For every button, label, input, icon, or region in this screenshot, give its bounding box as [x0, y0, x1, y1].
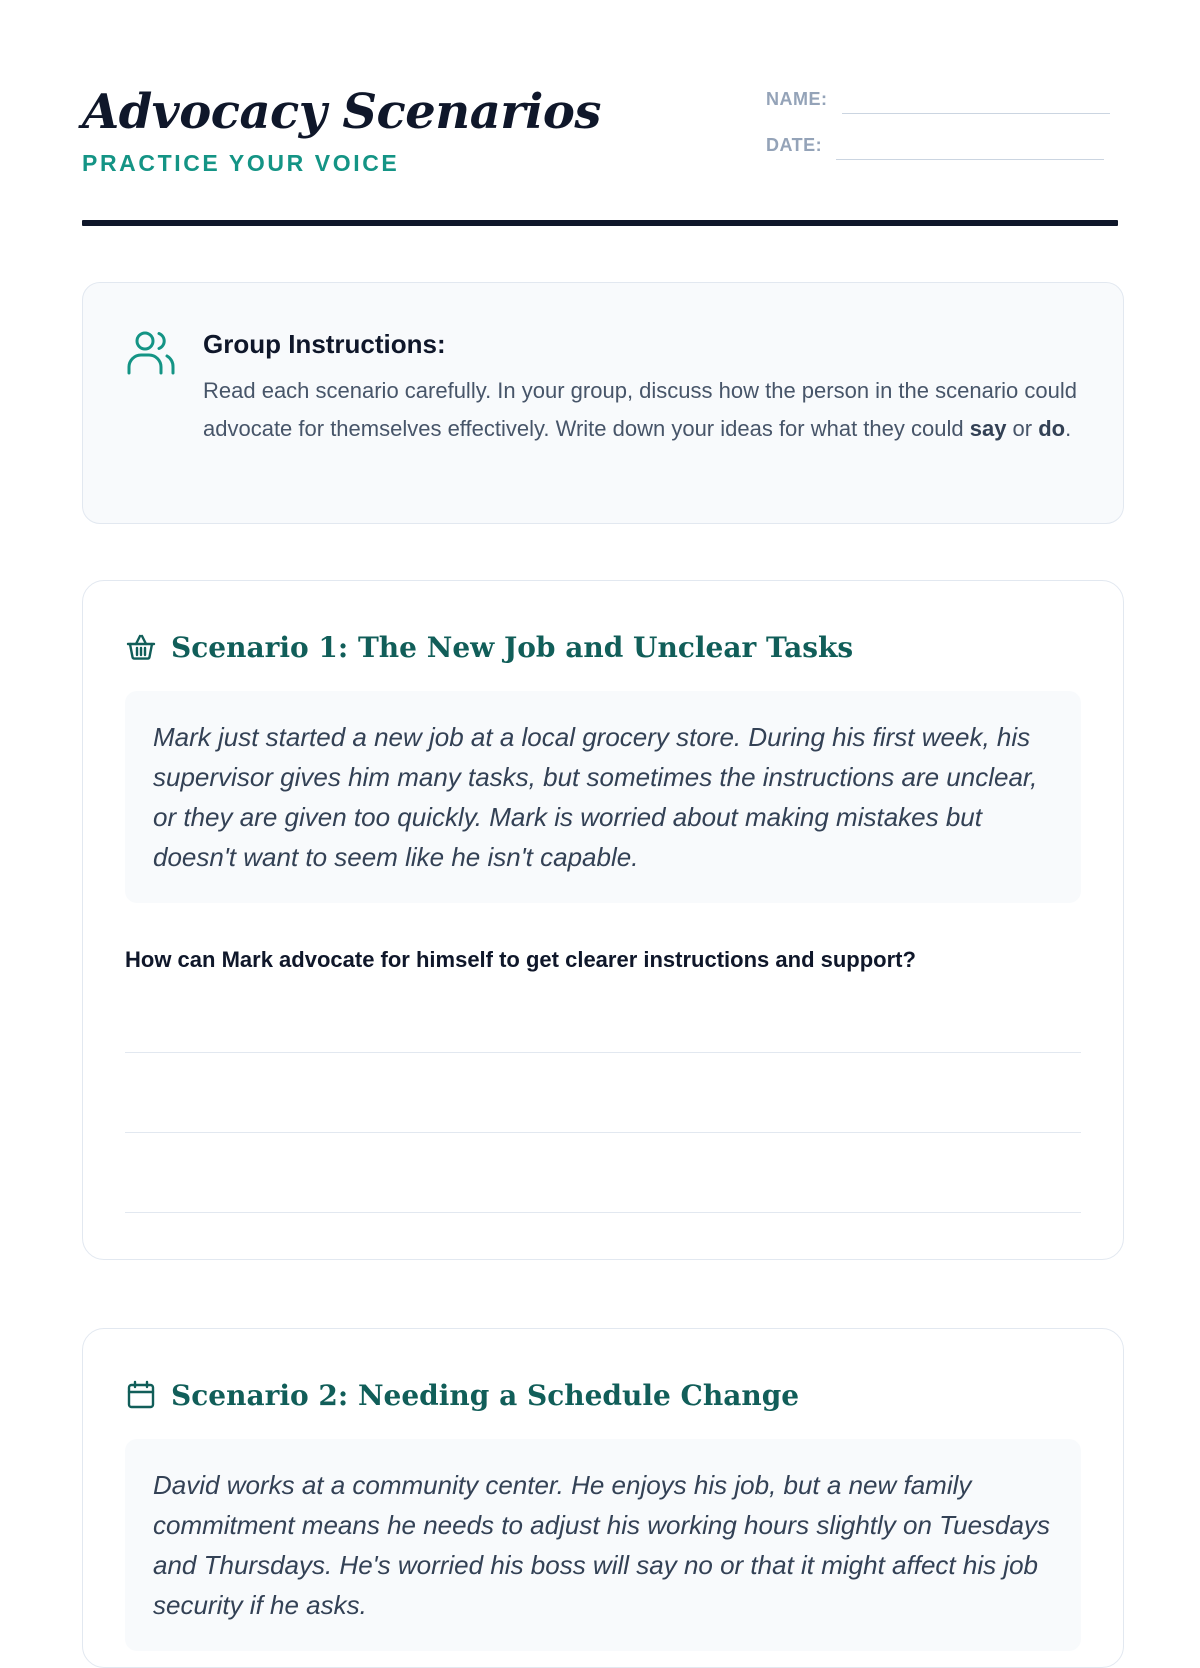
scenario-story — [125, 691, 1081, 903]
instructions-text — [203, 372, 1083, 448]
name-label: NAME: — [766, 89, 828, 109]
instructions-end: . — [1065, 416, 1072, 441]
page-title: Advocacy Scenarios — [82, 84, 601, 140]
name-field[interactable] — [842, 84, 1110, 114]
scenario-header — [125, 627, 1081, 667]
answer-line[interactable] — [125, 1133, 1081, 1213]
worksheet-header — [82, 0, 1118, 228]
name-row — [766, 82, 1118, 114]
answer-line[interactable] — [125, 1053, 1081, 1133]
instructions-box — [82, 282, 1124, 524]
instructions-body — [203, 327, 1083, 523]
instructions-or: or — [1006, 416, 1039, 441]
date-field[interactable] — [836, 130, 1104, 160]
scenario-card-1 — [82, 580, 1124, 1260]
instructions-text-main: Read each scenario carefully. In your group, discuss how the person in the scenario could advocate for themselves effectively. Write down your ideas for what they could — [203, 378, 1077, 441]
scenario-question: How can Mark advocate for himself to get clearer instructions and support? — [125, 947, 916, 972]
instructions-say: say — [969, 416, 1007, 441]
basket-icon — [125, 631, 157, 663]
scenario-story — [125, 1439, 1081, 1651]
instructions-title: Group Instructions: — [203, 329, 446, 359]
header-divider — [82, 220, 1118, 226]
answer-area — [125, 973, 1081, 1213]
calendar-icon — [125, 1379, 157, 1411]
instructions-do: do — [1038, 416, 1066, 441]
answer-line[interactable] — [125, 973, 1081, 1053]
scenario-title: Scenario 2: Needing a Schedule Change — [171, 1378, 800, 1412]
scenario-story-text: Mark just started a new job at a local grocery store. During his first week, his supervisor gives him many tasks, but sometimes the instructions are unclear, or they are given too quickly. Mark is worried about making mistakes but doesn't want to seem like he isn't capable. — [153, 722, 1038, 872]
page-subtitle: PRACTICE YOUR VOICE — [82, 150, 400, 176]
scenario-title: Scenario 1: The New Job and Unclear Tasks — [171, 630, 854, 664]
scenario-story-text: David works at a community center. He enjoys his job, but a new family commitment means he needs to adjust his working hours slightly on Tuesdays and Thursdays. He's worried his boss will say no or that it might affect his job security if he asks. — [153, 1470, 1050, 1620]
student-info — [766, 82, 1118, 174]
scenario-header — [125, 1375, 1081, 1415]
scenario-card-2 — [82, 1328, 1124, 1668]
date-row — [766, 128, 1118, 160]
date-label: DATE: — [766, 135, 823, 155]
users-icon — [125, 327, 177, 379]
